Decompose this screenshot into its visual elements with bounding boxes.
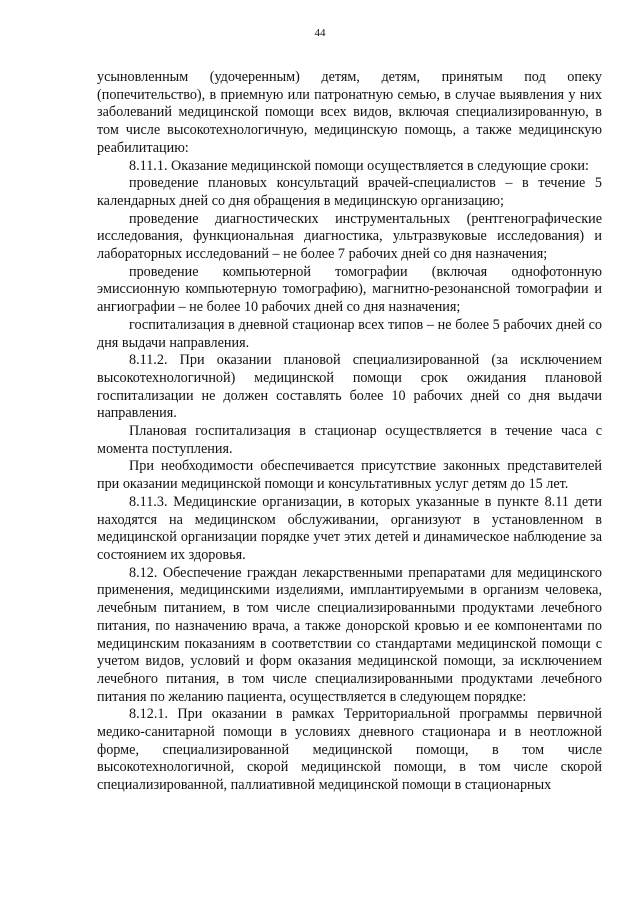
paragraph-9: При необходимости обеспечивается присутствие законных представителей при оказании медицинской помощи и консультативных услуг детям до 15 лет.	[97, 458, 602, 493]
paragraph-7: 8.11.2. При оказании плановой специализированной (за исключением высокотехнологичной) медицинской помощи срок ожидания плановой госпитализации не должен составлять более 10 рабочих дней со дня выдачи направления.	[97, 352, 602, 422]
paragraph-2: 8.11.1. Оказание медицинской помощи осуществляется в следующие сроки:	[129, 157, 589, 174]
paragraph-12: 8.12.1. При оказании в рамках Территориальной программы первичной медико-санитарной помощи в условиях дневного стационара и в неотложной форме, специализированной медицинской помощи, в том числе высокотехнологичной, скорой медицинской помощи, в том числе скорой специализированной, паллиативной медицинской помощи в стационарных	[97, 706, 602, 794]
document-body	[97, 69, 602, 795]
paragraph-4: проведение диагностических инструментальных (рентгенографические исследования, функциональная диагностика, ультразвуковые исследования) и лабораторных исследований – не более 7 рабочих дней со дня назначения;	[97, 210, 602, 263]
paragraph-1: усыновленным (удочеренным) детям, детям, принятым под опеку (попечительство), в приемную или патронатную семью, в случае выявления у них заболеваний медицинской помощи всех видов, включая специализированную, в том числе высокотехнологичную, медицинскую помощь, а также медицинскую реабилитацию:	[97, 69, 602, 156]
page-number: 44	[314, 27, 326, 39]
paragraph-3: проведение плановых консультаций врачей-специалистов – в течение 5 календарных дней со дня обращения в медицинскую организацию;	[97, 175, 602, 209]
paragraph-8: Плановая госпитализация в стационар осуществляется в течение часа с момента поступления.	[97, 423, 602, 457]
paragraph-6: госпитализация в дневной стационар всех типов – не более 5 рабочих дней со дня выдачи направления.	[97, 316, 602, 351]
paragraph-11: 8.12. Обеспечение граждан лекарственными препаратами для медицинского применения, медицинскими изделиями, имплантируемыми в организм человека, лечебным питанием, в том числе специализированными продуктами лечебного питания, по назначению врача, а также донорской кровью и ее компонентами по медицинским показаниям в соответствии со стандартами медицинской помощи с учетом видов, условий и форм оказания медицинской помощи, за исключением лечебного питания, в том числе специализированными продуктами лечебного питания по желанию пациента, осуществляется в следующем порядке:	[97, 564, 602, 705]
paragraph-5: проведение компьютерной томографии (включая однофотонную эмиссионную компьютерную томографию), магнитно-резонансной томографии и ангиографии – не более 10 рабочих дней со дня назначения;	[97, 263, 602, 316]
paragraph-10: 8.11.3. Медицинские организации, в которых указанные в пункте 8.11 дети находятся на медицинском обслуживании, организуют в установленном в медицинской организации порядке учет этих детей и динамическое наблюдение за состоянием их здоровья.	[97, 493, 602, 563]
